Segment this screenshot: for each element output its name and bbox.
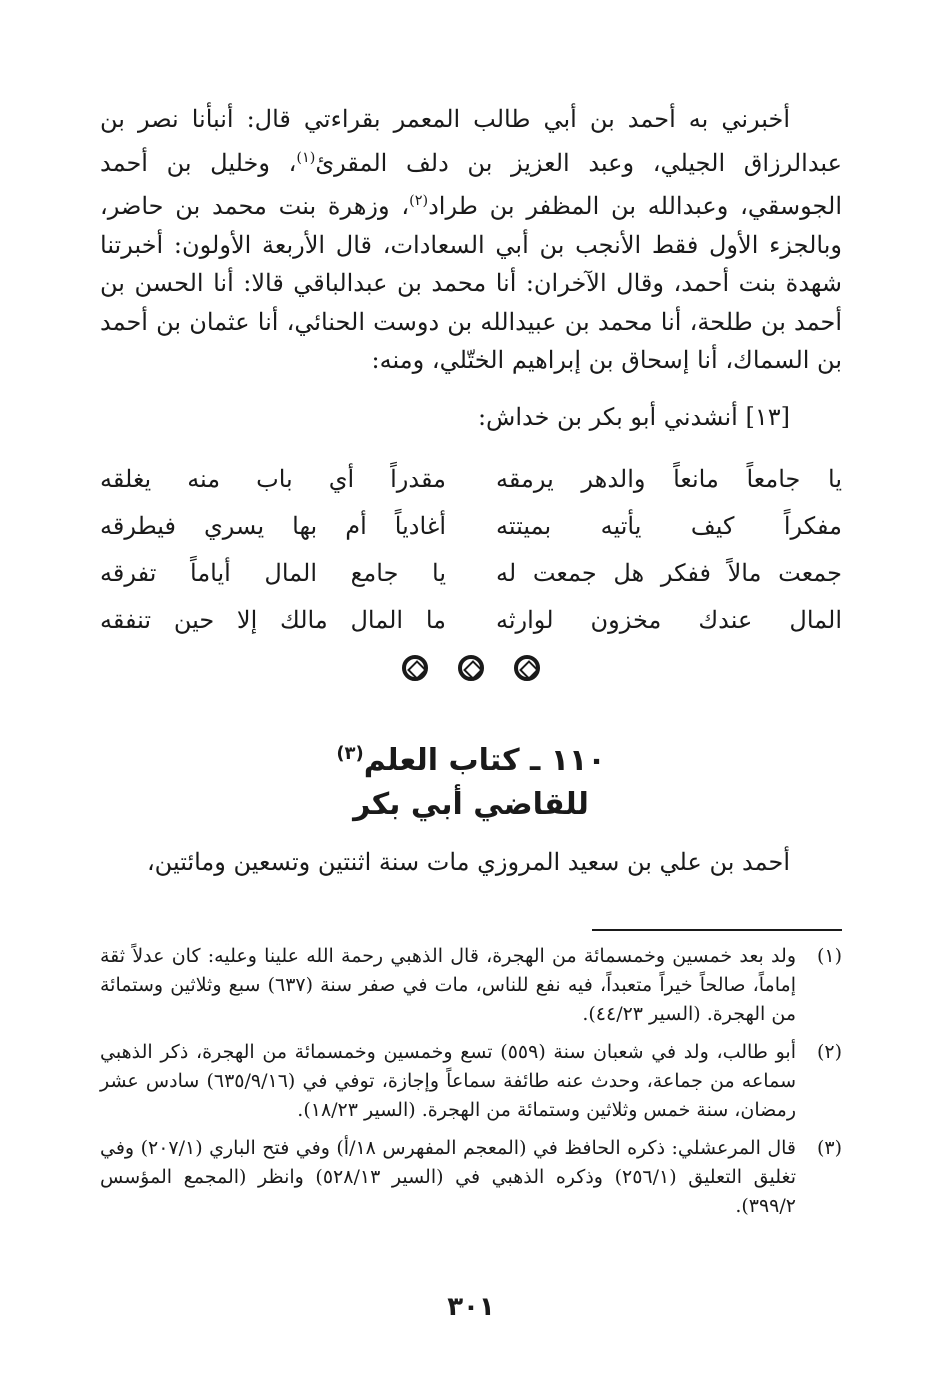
- verse-first-hemistich: مفكراً كيف يأتيه بميتته: [496, 512, 842, 540]
- footnote-ref-1: (١): [296, 149, 316, 166]
- page-number: ٣٠١: [447, 1292, 495, 1322]
- chapter-title-text: ١١٠ ـ كتاب العلم: [363, 742, 606, 778]
- footnote: [100, 1038, 842, 1125]
- footnote-ref-2: (٢): [409, 193, 429, 209]
- footnote-text: قال المرعشلي: ذكره الحافظ في (المعجم المفهرس ١٨/أ) وفي فتح الباري (٢٠٧/١) وفي تغليق التعليق (٢٥٦/١) وذكره الذهبي في (السير ٥٢٨/١٣) وانظر (المجمع المؤسس ٣٩٩/٢).: [100, 1137, 797, 1217]
- main-text-part-1: أخبرني به أحمد بن أبي طالب المعمر بقراءتي قال: أنبأنا نصر بن عبدالرزاق الجيلي، وعبد العزيز بن دلف المقرئ: [100, 105, 842, 177]
- poem-verse: [100, 503, 842, 550]
- footnote-number: (٣): [816, 1137, 842, 1159]
- item-heading: [١٣] أنشدني أبو بكر بن خداش:: [477, 402, 790, 431]
- footnotes: [100, 942, 842, 1230]
- footnote: [100, 942, 842, 1029]
- poem-verse: [100, 597, 842, 644]
- verse-second-hemistich: مقدراً أي باب منه يغلقه: [100, 465, 446, 493]
- footnote-text: ولد بعد خمسين وخمسمائة من الهجرة، قال الذهبي رحمة الله علينا وعليه: كان عدلاً ثقة إماماً، صالحاً خيراً متعبداً، فيه نفع للناس، مات في صفر سنة (٦٣٧) سبع وثلاثين وستمائة من الهجرة. (السير ٤٤/٢٣).: [100, 945, 796, 1025]
- poem-verse: [100, 456, 842, 503]
- verse-first-hemistich: جمعت مالاً ففكر هل جمعت له: [496, 559, 842, 587]
- poem-verse: [100, 550, 842, 597]
- verse-first-hemistich: يا جامعاً مانعاً والدهر يرمقه: [496, 465, 842, 493]
- book-page: [100, 100, 842, 1350]
- chapter-title: [100, 732, 842, 783]
- main-text-part-2: ، وخليل بن أحمد الجوسقي، وعبدالله بن المظفر بن طراد: [100, 148, 842, 220]
- ornament-icon: [402, 655, 428, 681]
- chapter-subtitle: للقاضي أبي بكر: [353, 786, 589, 822]
- footnote-text: أبو طالب، ولد في شعبان سنة (٥٥٩) تسع وخمسين وخمسمائة من الهجرة، ذكر الذهبي سماعه من جماعة، وحدث عنه طائفة سماعاً وإجازة، توفي في (٦٣٥/٩/١٦) سادس عشر رمضان، سنة خمس وثلاثين وستمائة من الهجرة. (السير ١٨/٢٣).: [100, 1041, 797, 1121]
- footnote-number: (١): [816, 945, 842, 967]
- ornament-icon: [514, 655, 540, 681]
- main-paragraph: [100, 100, 842, 380]
- verse-second-hemistich: ما المال مالك إلا حين تنفقه: [100, 606, 446, 634]
- ornament-icon: [458, 655, 484, 681]
- poem: [100, 456, 842, 644]
- section-divider: [100, 648, 842, 688]
- footnote: [100, 1134, 842, 1221]
- footnote-separator: [592, 929, 842, 931]
- footnote-ref-3: (٣): [336, 742, 364, 764]
- verse-first-hemistich: المال عندك مخزون لوارثه: [496, 606, 842, 634]
- verse-second-hemistich: أغادياً أم بها يسري فيطرقه: [100, 512, 446, 540]
- opening-line: أحمد بن علي بن سعيد المروزي مات سنة اثنتين وتسعين ومائتين،: [146, 847, 790, 876]
- verse-second-hemistich: يا جامع المال أياماً تفرقه: [100, 559, 446, 587]
- main-text-part-3: ، وزهرة بنت محمد بن حاضر، وبالجزء الأول فقط الأنجب بن أبي السعادات، قال الأربعة الأولون: أخبرتنا شهدة بنت أحمد، وقال الآخران: أنا محمد بن عبدالباقي قالا: أنا الحسن بن أحمد بن طلحة، أنا محمد بن عبيدالله بن دوست الحنائي، أنا عثمان بن أحمد بن السماك، أنا إسحاق بن إبراهيم الختّلي، ومنه:: [100, 192, 842, 374]
- footnote-number: (٢): [816, 1041, 842, 1063]
